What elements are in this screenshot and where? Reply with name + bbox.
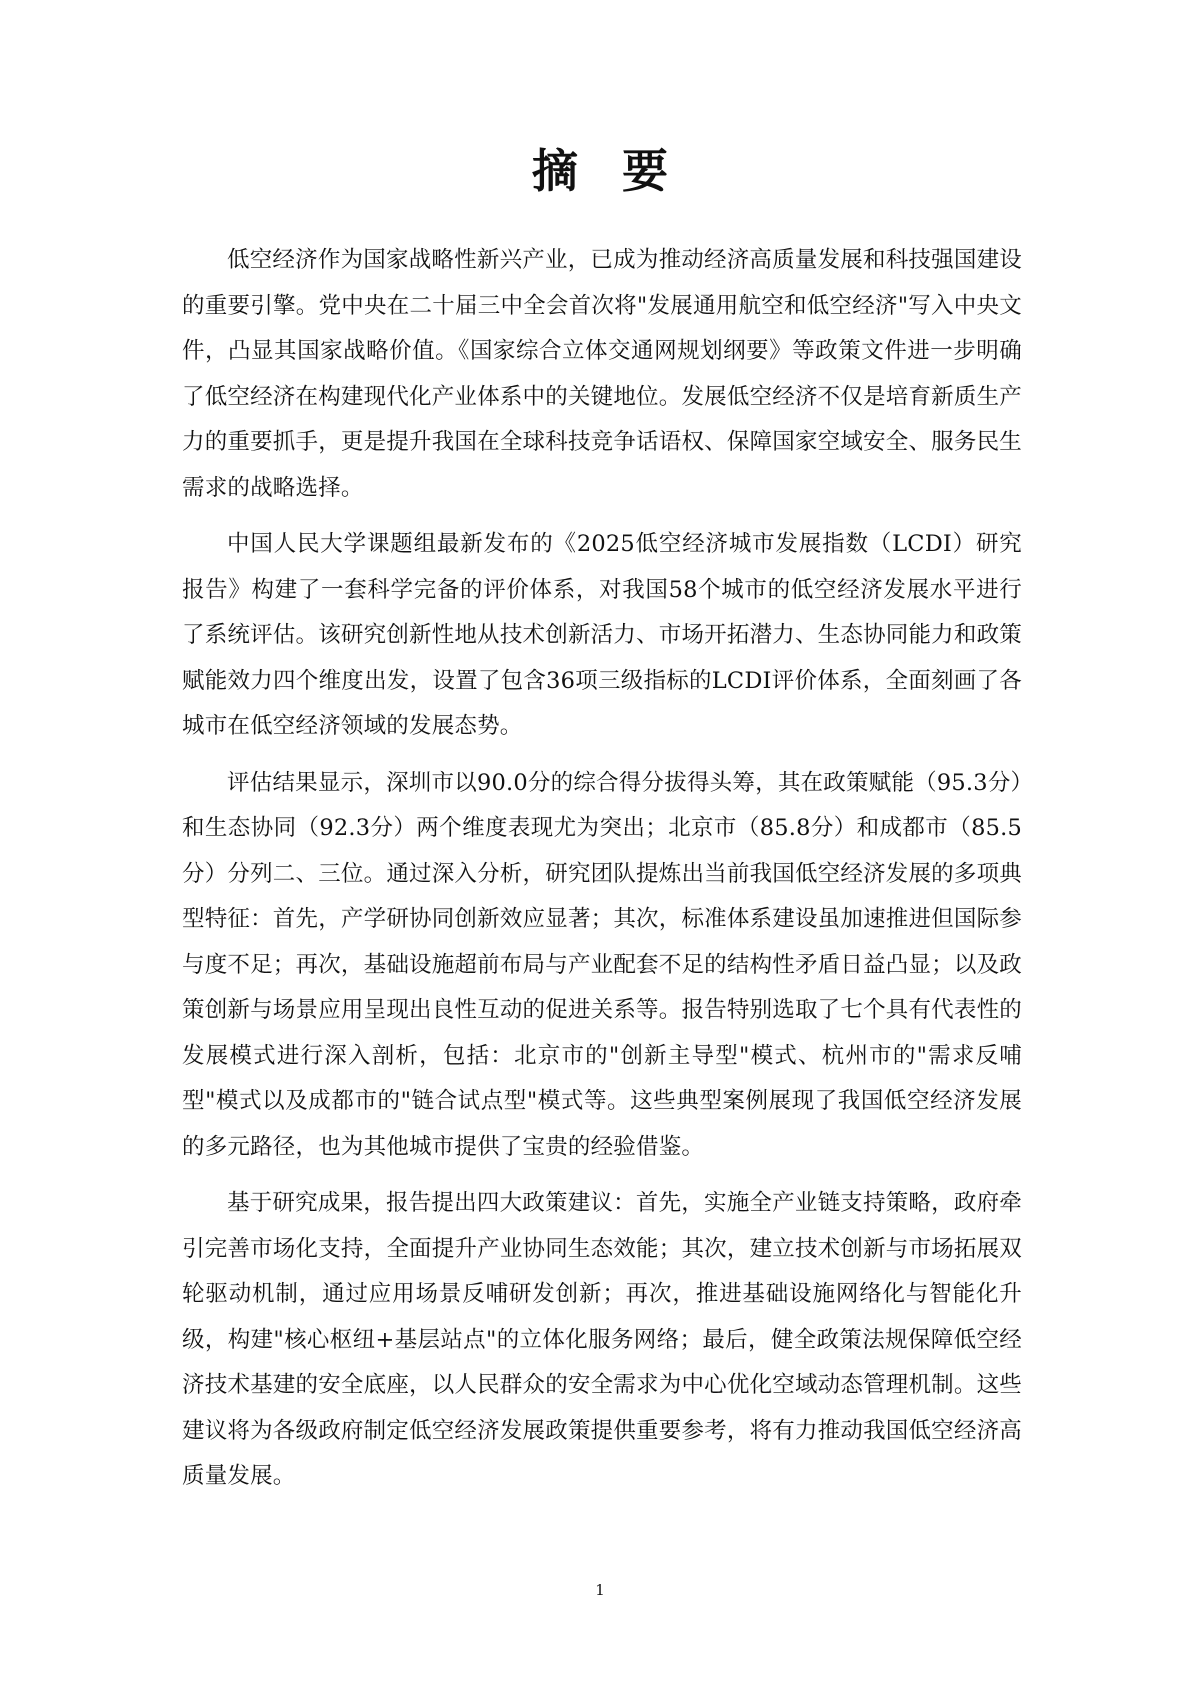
paragraph-1: 低空经济作为国家战略性新兴产业，已成为推动经济高质量发展和科技强国建设的重要引擎。党中央在二十届三中全会首次将"发展通用航空和低空经济"写入中央文件，凸显其国家战略价值。《国家综合立体交通网规划纲要》等政策文件进一步明确了低空经济在构建现代化产业体系中的关键地位。发展低空经济不仅是培育新质生产力的重要抓手，更是提升我国在全球科技竞争话语权、保障国家空域安全、服务民生需求的战略选择。 [182,247,1022,501]
paragraph-4: 基于研究成果，报告提出四大政策建议：首先，实施全产业链支持策略，政府牵引完善市场化支持，全面提升产业协同生态效能；其次，建立技术创新与市场拓展双轮驱动机制，通过应用场景反哺研发创新；再次，推进基础设施网络化与智能化升级，构建"核心枢纽+基层站点"的立体化服务网络；最后，健全政策法规保障低空经济技术基建的安全底座，以人民群众的安全需求为中心优化空域动态管理机制。这些建议将为各级政府制定低空经济发展政策提供重要参考，将有力推动我国低空经济高质量发展。 [182,1190,1022,1489]
page-number: 1 [595,1581,605,1599]
page-title: 摘要 [532,144,712,198]
paragraph-3: 评估结果显示，深圳市以90.0分的综合得分拔得头筹，其在政策赋能（95.3分）和生态协同（92.3分）两个维度表现尤为突出；北京市（85.8分）和成都市（85.5分）分列二、三位。通过深入分析，研究团队提炼出当前我国低空经济发展的多项典型特征：首先，产学研协同创新效应显著；其次，标准体系建设虽加速推进但国际参与度不足；再次，基础设施超前布局与产业配套不足的结构性矛盾日益凸显；以及政策创新与场景应用呈现出良性互动的促进关系等。报告特别选取了七个具有代表性的发展模式进行深入剖析，包括：北京市的"创新主导型"模式、杭州市的"需求反哺型"模式以及成都市的"链合试点型"模式等。这些典型案例展现了我国低空经济发展的多元路径，也为其他城市提供了宝贵的经验借鉴。 [182,769,1022,1160]
abstract-body [182,238,1022,1511]
paragraph-2: 中国人民大学课题组最新发布的《2025低空经济城市发展指数（LCDI）研究报告》构建了一套科学完备的评价体系，对我国58个城市的低空经济发展水平进行了系统评估。该研究创新性地从技术创新活力、市场开拓潜力、生态协同能力和政策赋能效力四个维度出发，设置了包含36项三级指标的LCDI评价体系，全面刻画了各城市在低空经济领域的发展态势。 [182,531,1022,739]
